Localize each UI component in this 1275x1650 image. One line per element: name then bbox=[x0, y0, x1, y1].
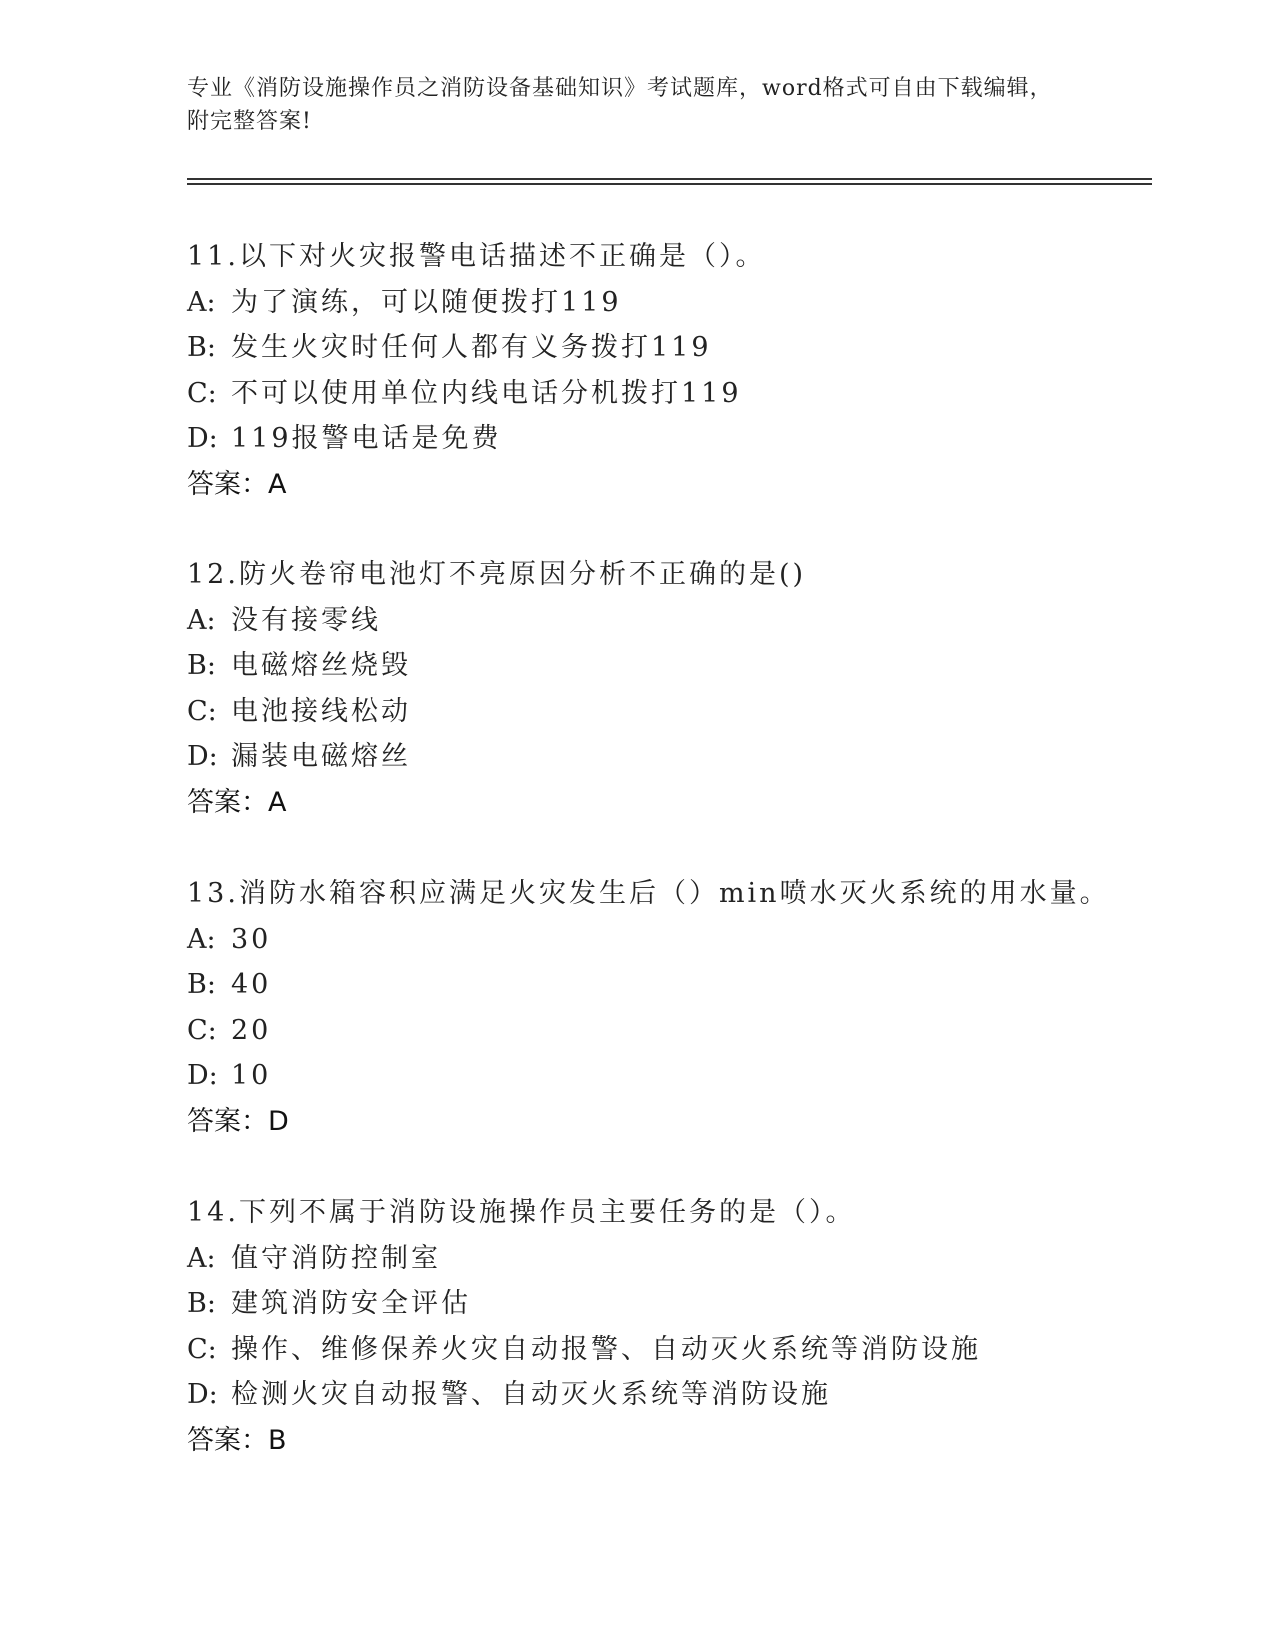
question-14 bbox=[187, 1190, 1187, 1463]
option-text: 没有接零线 bbox=[231, 604, 381, 636]
option-key: D: bbox=[187, 423, 218, 454]
option-text: 发生火灾时任何人都有义务拨打119 bbox=[231, 332, 712, 363]
header-divider-top bbox=[187, 178, 1152, 180]
option-key: C: bbox=[187, 695, 217, 727]
option-key: B: bbox=[187, 969, 216, 1000]
question-12 bbox=[187, 552, 1187, 825]
option-a bbox=[187, 598, 1187, 644]
option-text: 电池接线松动 bbox=[231, 695, 411, 727]
option-key: C: bbox=[187, 1014, 217, 1046]
option-text: 漏装电磁熔丝 bbox=[231, 741, 411, 772]
option-text: 40 bbox=[231, 969, 272, 1000]
option-a bbox=[187, 280, 1187, 326]
answer-line: 答案：A bbox=[187, 786, 287, 818]
option-text: 119报警电话是免费 bbox=[231, 423, 502, 454]
option-text: 检测火灾自动报警、自动灭火系统等消防设施 bbox=[231, 1379, 831, 1410]
option-c bbox=[187, 371, 1187, 417]
option-d bbox=[187, 1053, 1187, 1099]
option-key: B: bbox=[187, 332, 216, 363]
option-d bbox=[187, 1372, 1187, 1418]
option-c bbox=[187, 1327, 1187, 1373]
option-b bbox=[187, 325, 1187, 371]
question-stem: 13.消防水箱容积应满足火灾发生后（）min喷水灭火系统的用水量。 bbox=[187, 878, 1110, 909]
option-key: A: bbox=[187, 286, 216, 318]
option-c bbox=[187, 1008, 1187, 1054]
option-c bbox=[187, 689, 1187, 735]
option-text: 电磁熔丝烧毁 bbox=[231, 650, 411, 681]
option-text: 30 bbox=[231, 923, 272, 955]
question-stem: 14.下列不属于消防设施操作员主要任务的是（）。 bbox=[187, 1197, 856, 1228]
answer-line: 答案：D bbox=[187, 1105, 289, 1137]
document-intro: 专业《消防设施操作员之消防设备基础知识》考试题库，word格式可自由下载编辑，附完整答案! bbox=[187, 76, 1053, 134]
header-divider-bottom bbox=[187, 183, 1152, 185]
option-b bbox=[187, 962, 1187, 1008]
option-key: D: bbox=[187, 741, 218, 772]
option-text: 操作、维修保养火灾自动报警、自动灭火系统等消防设施 bbox=[231, 1333, 981, 1365]
option-key: D: bbox=[187, 1379, 218, 1410]
option-text: 10 bbox=[231, 1060, 272, 1091]
option-b bbox=[187, 1281, 1187, 1327]
option-text: 建筑消防安全评估 bbox=[231, 1288, 471, 1319]
option-text: 不可以使用单位内线电话分机拨打119 bbox=[231, 377, 742, 409]
question-stem: 12.防火卷帘电池灯不亮原因分析不正确的是() bbox=[187, 559, 807, 590]
option-key: C: bbox=[187, 1333, 217, 1365]
option-b bbox=[187, 643, 1187, 689]
option-key: D: bbox=[187, 1060, 218, 1091]
option-key: A: bbox=[187, 604, 216, 636]
option-key: B: bbox=[187, 650, 216, 681]
option-d bbox=[187, 734, 1187, 780]
option-a bbox=[187, 917, 1187, 963]
option-key: A: bbox=[187, 1242, 216, 1274]
option-a bbox=[187, 1236, 1187, 1282]
option-key: C: bbox=[187, 377, 217, 409]
option-text: 值守消防控制室 bbox=[231, 1242, 441, 1274]
question-stem: 11.以下对火灾报警电话描述不正确是（）。 bbox=[187, 241, 766, 272]
option-text: 为了演练，可以随便拨打119 bbox=[231, 286, 622, 318]
answer-line: 答案：A bbox=[187, 468, 287, 500]
option-key: B: bbox=[187, 1288, 216, 1319]
question-11 bbox=[187, 234, 1187, 507]
answer-line: 答案：B bbox=[187, 1424, 287, 1456]
option-d bbox=[187, 416, 1187, 462]
question-13 bbox=[187, 871, 1187, 1144]
option-text: 20 bbox=[231, 1014, 272, 1046]
option-key: A: bbox=[187, 923, 216, 955]
